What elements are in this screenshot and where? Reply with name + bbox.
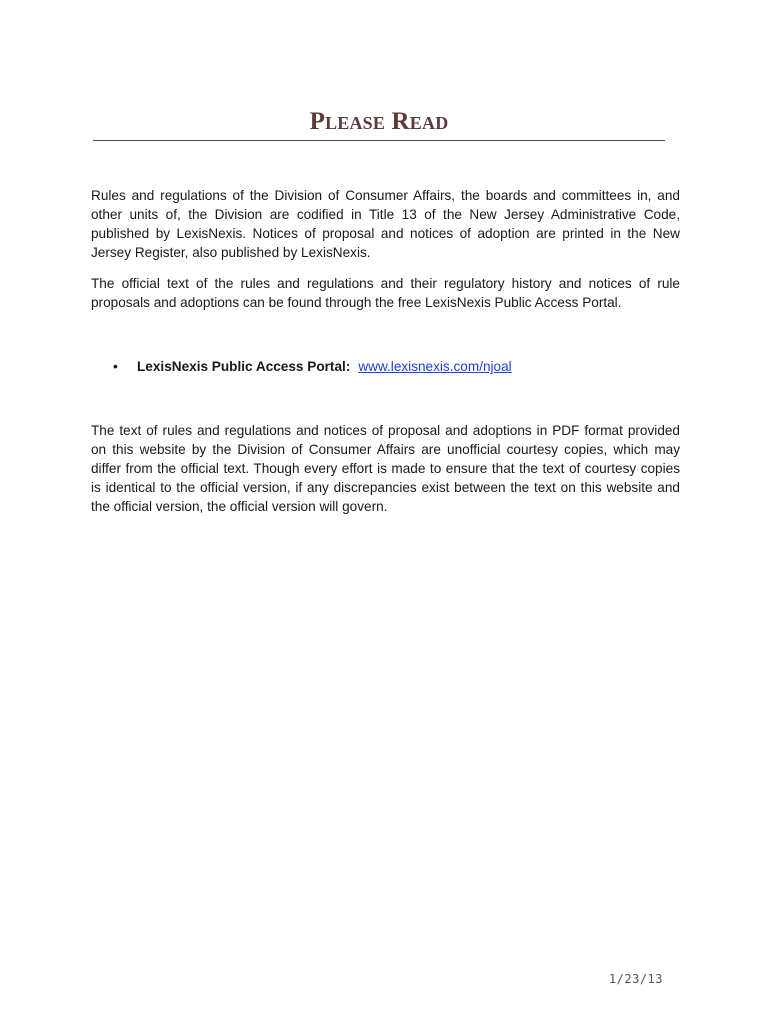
- bullet-label: LexisNexis Public Access Portal:: [137, 359, 351, 374]
- lexisnexis-portal-link[interactable]: www.lexisnexis.com/njoal: [358, 359, 512, 374]
- title-underline: [93, 140, 665, 141]
- document-date: 1/23/13: [608, 972, 663, 986]
- paragraph-official-text: The official text of the rules and regulations and their regulatory history and notices of rule proposals and adoptions can be found through the free LexisNexis Public Access Portal.: [91, 276, 680, 310]
- bullet-icon: •: [113, 358, 118, 374]
- paragraph-courtesy-copies: The text of rules and regulations and notices of proposal and adoptions in PDF format provided on this website by the Division of Consumer Affairs are unofficial courtesy copies, which may differ from the official text. Though every effort is made to ensure that the text of courtesy copies is identical to the official version, if any discrepancies exist between the text on this website and the official version, the official version will govern.: [91, 423, 680, 514]
- page-title: Please Read: [309, 108, 449, 135]
- paragraph-codification: Rules and regulations of the Division of Consumer Affairs, the boards and committees in, and other units of, the Division are codified in Title 13 of the New Jersey Administrative Code, published by LexisNexis. Notices of proposal and notices of adoption are printed in the New Jersey Register, also published by LexisNexis.: [91, 188, 680, 260]
- bullet-list-item: [113, 357, 512, 376]
